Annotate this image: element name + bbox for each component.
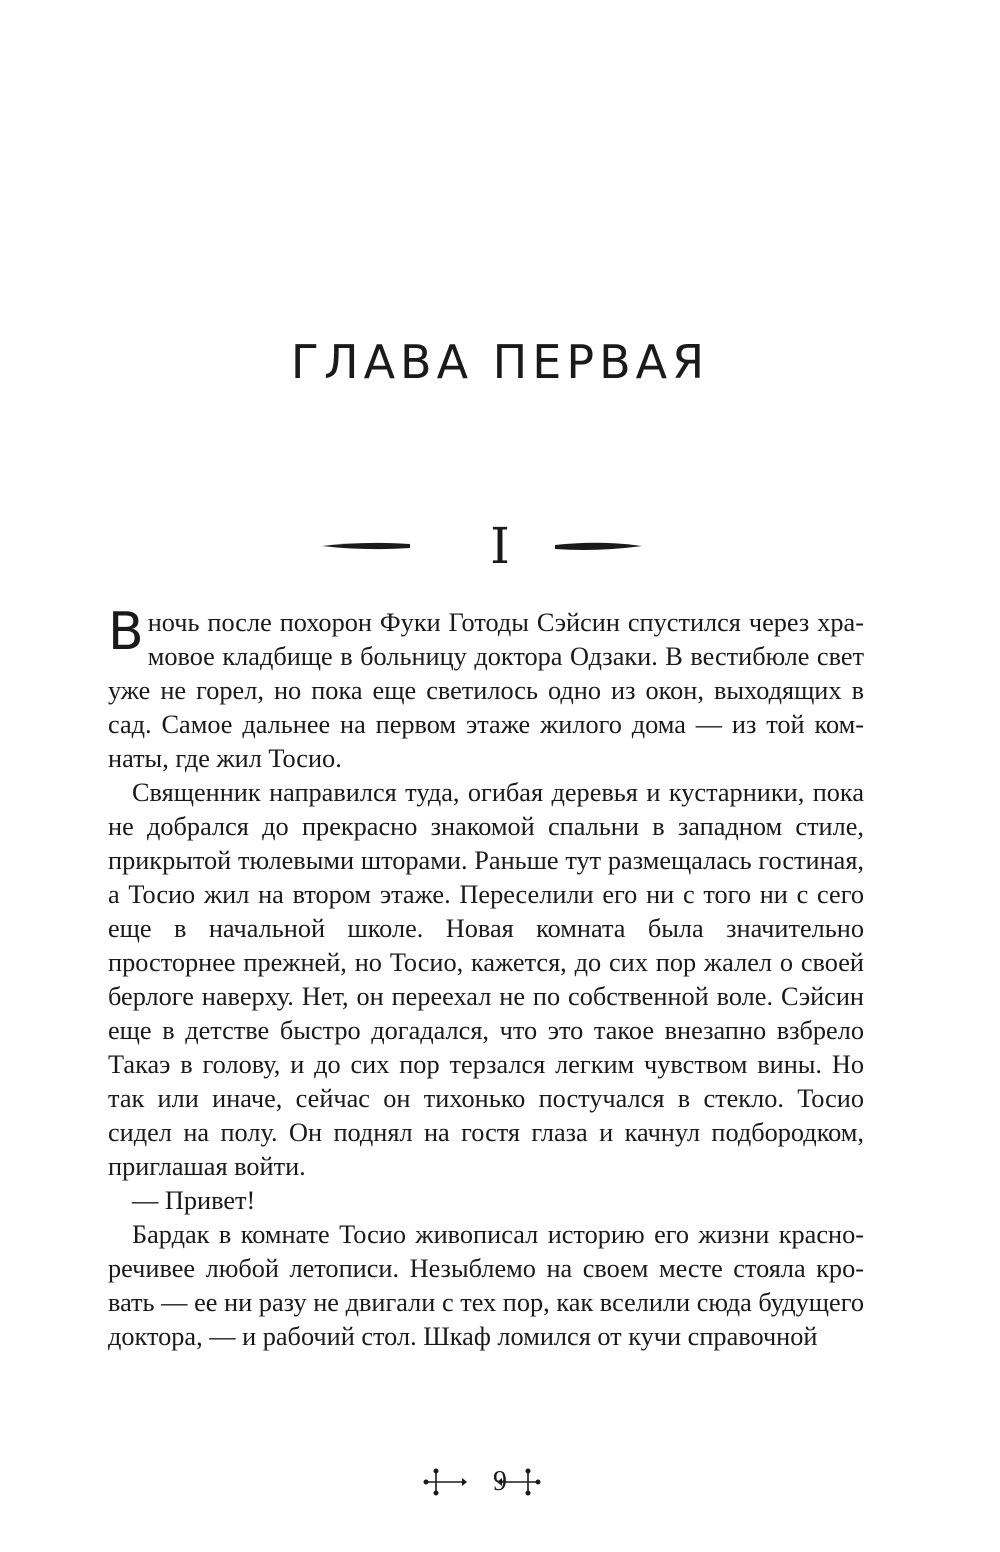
drop-cap: В — [108, 602, 144, 662]
page-footer — [0, 1462, 1000, 1502]
paragraph-3: — Привет! — [132, 1186, 256, 1215]
paragraph-1-text: ночь после похорон Фуки Готоды Сэйсин спустился через храмовое кладбище в больницу доктора Одзаки. В вестибюле свет уже не горел, но пока еще светилось одно из окон, выходящих в сад. Самое дальнее на первом этаже жилого дома — из той комнаты, где жил Тосио. — [108, 608, 864, 773]
paragraph-2: Священник направился туда, огибая деревья и кустарники, пока не добрался до прекрасно знакомой спальни в западном стиле, прикрытой тюлевыми шторами. Раньше тут размещалась гостиная, а Тосио жил на втором этаже. Переселили его ни с того ни с сего еще в начальной школе. Новая комната была значительно просторнее прежней, но Тосио, кажется, до сих пор жалел о своей берлоге наверху. Нет, он переехал не по собственной воле. Сэйсин еще в детстве быстро догадался, что это такое внезапно взбрело Такаэ в голову, и до сих пор терзался легким чувством вины. Но так или иначе, сейчас он тихонько постучался в стекло. Тосио сидел на полу. Он поднял на гостя глаза и качнул подбородком, приглашая войти. — [108, 778, 864, 1181]
paragraph-1 — [108, 602, 864, 776]
section-number: I — [490, 517, 510, 575]
page-number: 9 — [493, 1466, 507, 1497]
body-text — [108, 602, 864, 1354]
chapter-title: ГЛАВА ПЕРВАЯ — [290, 335, 710, 389]
paragraph-4: Бардак в комнате Тосио живописал историю его жизни красноречивее любой летописи. Незыблемо на своем месте стояла кровать — ее ни разу не двигали с тех пор, как вселили сюда будущего доктора, — и рабочий стол. Шкаф ломился от кучи справочной — [108, 1220, 864, 1351]
section-heading — [0, 518, 1000, 574]
